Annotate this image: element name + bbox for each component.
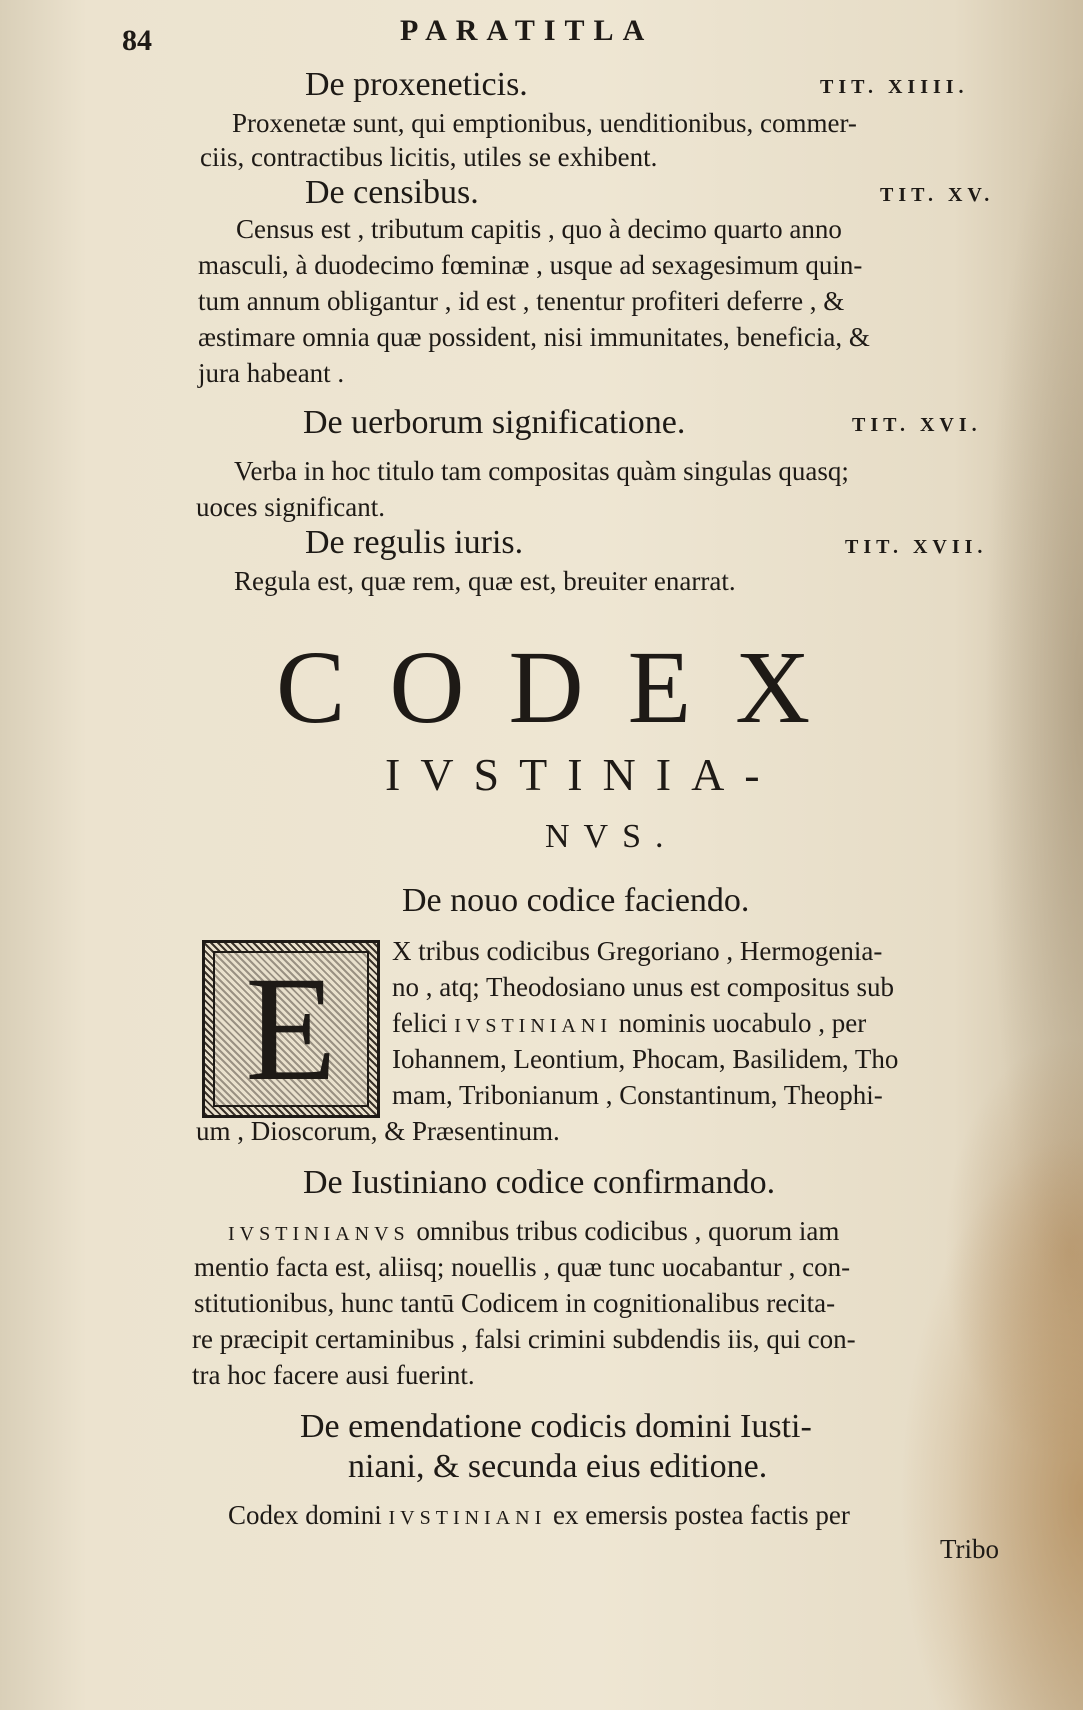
section-heading: De censibus. xyxy=(305,174,479,211)
text-line: X tribus codicibus Gregoriano , Hermogenia- xyxy=(392,936,883,966)
section-heading: De uerborum significatione. xyxy=(303,404,686,441)
text-line xyxy=(392,1006,866,1043)
text-line: tum annum obligantur , id est , tenentur profiteri deferre , & xyxy=(198,286,845,316)
codex-subtitle-end: NVS. xyxy=(545,818,678,855)
text-line: ciis, contractibus licitis, utiles se exhibent. xyxy=(200,142,658,172)
title-number: TIT. XVI. xyxy=(852,414,982,436)
decorated-initial xyxy=(202,940,380,1118)
codex-subtitle: IVSTINIA- xyxy=(385,749,780,800)
text-line: uoces significant. xyxy=(196,492,385,522)
running-title: PARATITLA xyxy=(400,14,654,47)
title-number: TIT. XIIII. xyxy=(820,76,969,98)
title-number: TIT. XV. xyxy=(880,184,995,206)
text-line: re præcipit certaminibus , falsi crimini subdendis iis, qui con- xyxy=(192,1324,856,1354)
text-line: um , Dioscorum, & Præsentinum. xyxy=(196,1116,560,1146)
text-fragment: nominis uocabulo , per xyxy=(618,1008,867,1038)
text-line: no , atq; Theodosiano unus est compositus sub xyxy=(392,972,894,1002)
text-line xyxy=(228,1214,839,1251)
text-line: Proxenetæ sunt, qui emptionibus, uenditionibus, commer- xyxy=(232,108,857,138)
text-line xyxy=(228,1498,850,1535)
text-line: tra hoc facere ausi fuerint. xyxy=(192,1360,475,1390)
section-heading-continued: niani, & secunda eius editione. xyxy=(348,1448,768,1485)
text-line: mentio facta est, aliisq; nouellis , quæ tunc uocabantur , con- xyxy=(194,1252,851,1282)
text-fragment: Codex domini xyxy=(228,1500,382,1530)
small-caps-name: IVSTINIANVS xyxy=(228,1223,410,1245)
text-line: mam, Tribonianum , Constantinum, Theophi- xyxy=(392,1080,883,1110)
initial-letter: E xyxy=(213,951,369,1107)
codex-title: CODEX xyxy=(276,630,855,745)
section-heading: De Iustiniano codice confirmando. xyxy=(303,1164,776,1201)
text-line: masculi, à duodecimo fœminæ , usque ad sexagesimum quin- xyxy=(198,250,863,280)
text-line: Verba in hoc titulo tam compositas quàm singulas quasq; xyxy=(234,456,849,486)
text-fragment: ex emersis postea factis per xyxy=(553,1500,850,1530)
text-line: jura habeant . xyxy=(198,358,345,388)
section-heading: De regulis iuris. xyxy=(305,524,524,561)
text-line: Iohannem, Leontium, Phocam, Basilidem, Tho xyxy=(392,1044,899,1074)
small-caps-name: IVSTINIANI xyxy=(388,1507,547,1529)
page-number: 84 xyxy=(122,24,152,57)
text-line: æstimare omnia quæ possident, nisi immunitates, beneficia, & xyxy=(198,322,870,352)
text-fragment: felici xyxy=(392,1008,448,1038)
text-line: stitutionibus, hunc tantū Codicem in cognitionalibus recita- xyxy=(194,1288,836,1318)
text-line: Regula est, quæ rem, quæ est, breuiter enarrat. xyxy=(234,566,736,596)
section-heading: De emendatione codicis domini Iusti- xyxy=(300,1408,812,1445)
section-heading: De nouo codice faciendo. xyxy=(402,882,750,919)
small-caps-name: IVSTINIANI xyxy=(454,1015,612,1037)
catchword: Tribo xyxy=(940,1534,1000,1564)
text-fragment: omnibus tribus codicibus , quorum iam xyxy=(416,1216,840,1246)
title-number: TIT. XVII. xyxy=(845,536,988,558)
text-line: Census est , tributum capitis , quo à decimo quarto anno xyxy=(236,214,842,244)
section-heading: De proxeneticis. xyxy=(305,66,528,103)
